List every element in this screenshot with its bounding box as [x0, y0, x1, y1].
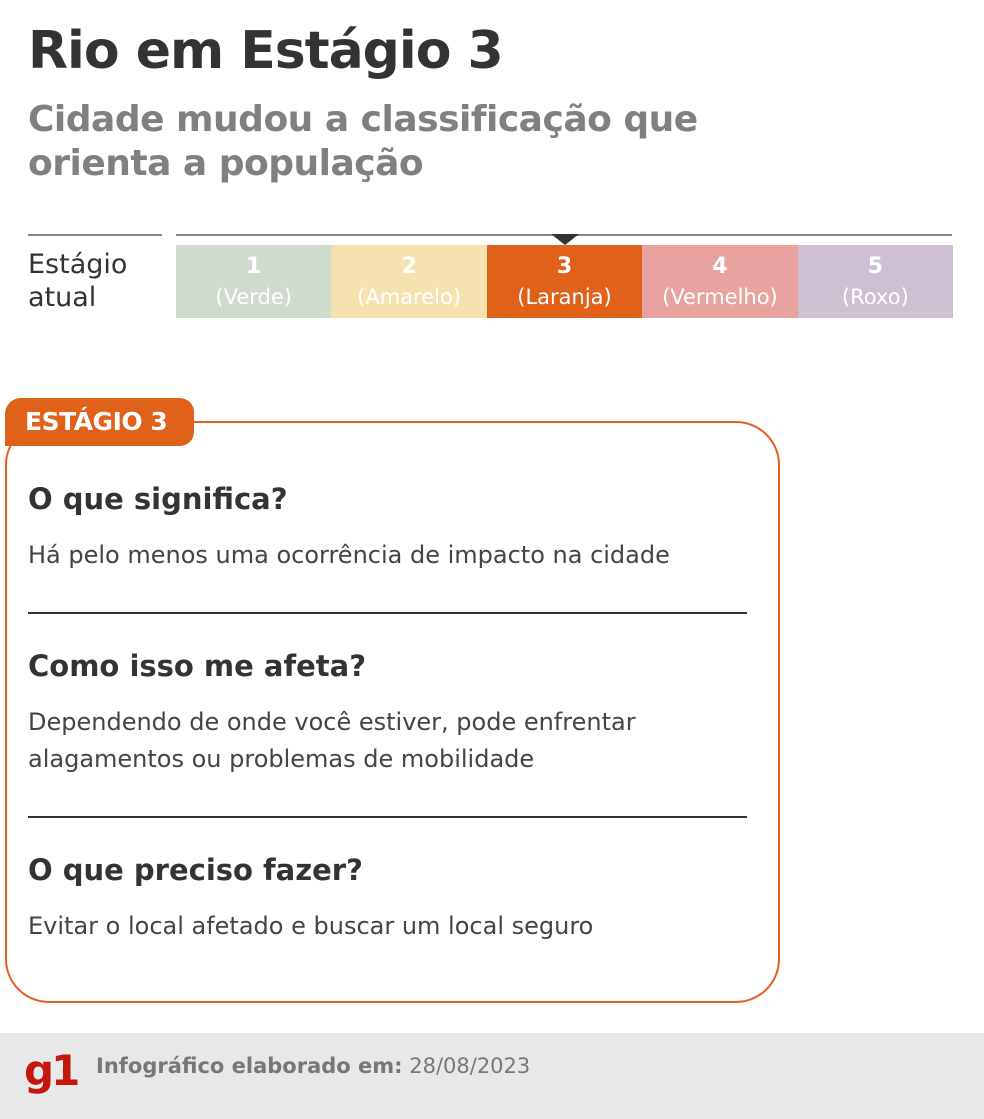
question-action: O que preciso fazer?	[28, 853, 363, 887]
answer-impact: Dependendo de onde você estiver, pode enfrentar alagamentos ou problemas de mobilidade	[28, 708, 636, 773]
page-title: Rio em Estágio 3	[28, 21, 503, 81]
stage-tag: ESTÁGIO 3	[5, 398, 194, 446]
stage-name: (Amarelo)	[357, 284, 462, 309]
footer-credit	[96, 1052, 530, 1080]
question-meaning: O que significa?	[28, 482, 288, 516]
stage-3	[487, 245, 642, 318]
stage-number: 3	[556, 253, 573, 279]
answer-action: Evitar o local afetado e buscar um local seguro	[28, 912, 594, 940]
stage-1	[176, 245, 331, 318]
stage-number: 1	[246, 253, 262, 279]
question-impact: Como isso me afeta?	[28, 649, 367, 683]
stage-number: 2	[401, 253, 417, 279]
stage-name: (Laranja)	[517, 284, 612, 309]
current-stage-label-line1: Estágio	[28, 249, 128, 280]
stage-5	[798, 245, 953, 318]
current-stage-label	[28, 248, 168, 314]
stage-number: 4	[712, 253, 728, 279]
stage-number: 5	[867, 253, 883, 279]
stage-name: (Vermelho)	[662, 284, 778, 309]
current-stage-pointer-icon	[551, 234, 579, 245]
credit-label: Infográfico elaborado em:	[96, 1054, 403, 1078]
section-divider	[28, 612, 747, 614]
stage-name: (Roxo)	[841, 284, 909, 309]
current-stage-label-line2: atual	[28, 282, 97, 313]
page-subtitle: Cidade mudou a classificação que orienta a população	[28, 99, 698, 184]
stage-scale	[176, 245, 953, 318]
stage-2	[331, 245, 486, 318]
g1-logo: g1	[24, 1046, 78, 1095]
section-divider	[28, 816, 747, 818]
stage-4	[642, 245, 797, 318]
stage-name: (Verde)	[215, 284, 292, 309]
credit-date: 28/08/2023	[409, 1054, 531, 1078]
answer-meaning: Há pelo menos uma ocorrência de impacto na cidade	[28, 541, 670, 569]
stage-label-rule	[28, 234, 162, 236]
